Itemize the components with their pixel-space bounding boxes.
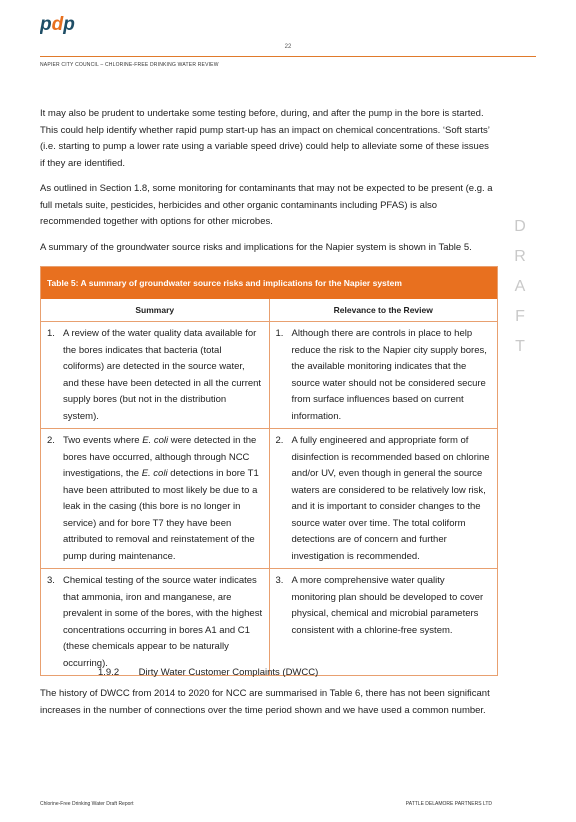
column-header-relevance: Relevance to the Review	[333, 305, 433, 315]
watermark-letter: F	[515, 308, 525, 325]
summary-cell	[41, 322, 270, 428]
organism-name: E. coli	[141, 468, 168, 479]
logo-p2: p	[63, 14, 75, 35]
relevance-cell	[270, 322, 498, 428]
paragraph: A summary of the groundwater source risks and implications for the Napier system is shown in Table 5.	[40, 241, 472, 253]
relevance-text: A fully engineered and appropriate form of disinfection is recommended based on chlorine and/or UV, even though in general the source waters are considered to be relatively low risk, and it is important to consider changes to the source water over time. The total coliform detections are of concern and further investigation is recommended.	[291, 435, 490, 562]
relevance-cell	[270, 569, 498, 675]
watermark-letter: R	[514, 248, 526, 265]
summary-cell	[41, 429, 270, 568]
item-number: 1.	[47, 328, 55, 339]
table-header-row	[41, 299, 497, 322]
item-number: 1.	[275, 328, 284, 339]
footer-company: PATTLE DELAMORE PARTNERS LTD	[405, 801, 492, 807]
summary-cell	[41, 569, 270, 675]
risk-summary-table	[40, 266, 498, 676]
relevance-cell	[270, 429, 498, 568]
section-number: 1.9.2	[98, 667, 120, 678]
section-title: Dirty Water Customer Complaints (DWCC)	[138, 667, 319, 678]
watermark-letter: A	[514, 278, 526, 295]
relevance-text: A more comprehensive water quality monitoring plan should be developed to cover physical, chemical and microbial parameters consistent with a chlorine-free system.	[291, 575, 484, 636]
paragraph: The history of DWCC from 2014 to 2020 for NCC are summarised in Table 6, there has not been significant increases in the number of connections over the time period shown and we have used a common number.	[40, 688, 490, 716]
organism-name: E. coli	[142, 435, 169, 446]
paragraph: As outlined in Section 1.8, some monitoring for contaminants that may not be expected to be present (e.g. a full metals suite, pesticides, herbicides and other organic contaminants including PFAS) is also recommended together with options for other microbes.	[40, 183, 493, 227]
logo-d: d	[51, 14, 64, 35]
table-row	[41, 429, 497, 569]
item-number: 2.	[47, 435, 55, 446]
logo-p1: p	[40, 14, 52, 35]
relevance-text: Although there are controls in place to help reduce the risk to the Napier city supply bores, the available monitoring indicates that the source water should not be considered secure from surface influences based on current information.	[291, 328, 487, 422]
item-number: 2.	[275, 435, 284, 446]
running-header: NAPIER CITY COUNCIL – CHLORINE-FREE DRINKING WATER REVIEW	[40, 62, 219, 68]
item-number: 3.	[275, 575, 284, 586]
item-number: 3.	[47, 575, 55, 586]
table-row	[41, 569, 497, 675]
table-caption: Table 5: A summary of groundwater source risks and implications for the Napier system	[41, 267, 497, 299]
watermark-letter: T	[515, 338, 525, 355]
summary-text: A review of the water quality data available for the bores indicates that bacteria (total coliforms) are detected in the source water, and these have been detected in all the current supply bores (but not in the distribution system).	[63, 328, 262, 422]
watermark-letter: D	[514, 218, 526, 235]
intro-text	[40, 106, 496, 265]
header-divider	[40, 56, 536, 57]
page-number: 22	[284, 44, 292, 50]
column-header-summary: Summary	[41, 299, 270, 321]
footer-report-title: Chlorine-Free Drinking Water Draft Report	[40, 801, 134, 807]
paragraph: It may also be prudent to undertake some testing before, during, and after the pump in the bore is started. This could help identify whether rapid pump start-up has an impact on chemical concentrations. ‘Soft starts’ (i.e. starting to pump a lower rate using a variable speed drive) could help to alleviate some of these issues if they are identified.	[40, 108, 490, 169]
summary-text: Chemical testing of the source water indicates that ammonia, iron and manganese, are prevalent in some of the bores, with the highest concentrations occurring in bores A1 and C1 (these chemicals appear to be naturally occurring).	[63, 575, 263, 669]
draft-watermark	[508, 212, 532, 362]
summary-text: Two events where E. coli were detected in the bores have occurred, although through NCC investigations, the E. coli detections in bore T1 have been attributed to most likely be due to a leak in the casing (this bore is no longer in service) and for bore T7 they have been attributed to removal and reinstatement of the pump during maintenance.	[63, 435, 259, 562]
closing-text	[40, 686, 496, 728]
section-heading	[98, 667, 318, 678]
pdp-logo	[40, 14, 82, 36]
svg-text:pdp	[40, 14, 75, 35]
table-row	[41, 322, 497, 429]
